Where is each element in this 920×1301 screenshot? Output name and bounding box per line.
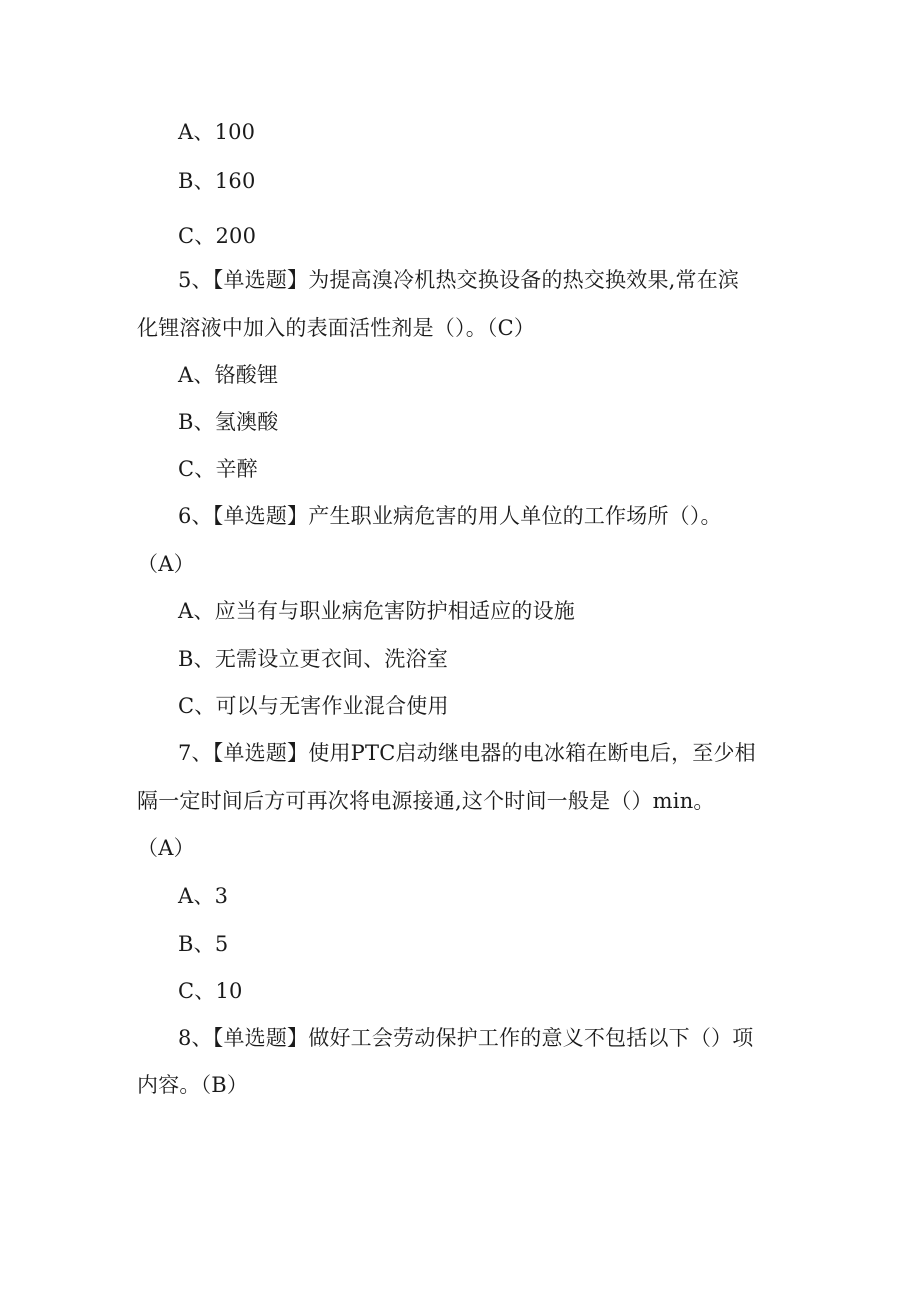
q7-question-line1: 7、【单选题】使用PTC启动继电器的电冰箱在断电后，至少相 (178, 741, 756, 765)
q6-option-a: A、应当有与职业病危害防护相适应的设施 (178, 599, 575, 623)
q4-option-a: A、100 (178, 120, 256, 144)
q7-answer: （A） (137, 836, 195, 860)
q6-question-line1: 6、【单选题】产生职业病危害的用人单位的工作场所（）。 (178, 504, 722, 528)
q5-option-c: C、辛醉 (178, 457, 258, 481)
q6-option-b: B、无需设立更衣间、洗浴室 (178, 647, 449, 671)
q6-answer: （A） (137, 552, 195, 576)
q6-option-c: C、可以与无害作业混合使用 (178, 694, 449, 718)
q7-option-c: C、10 (178, 979, 243, 1003)
q7-option-a: A、3 (178, 884, 229, 908)
q7-option-b: B、5 (178, 932, 229, 956)
q8-question-line2: 内容。（B） (137, 1073, 249, 1097)
q7-question-line2: 隔一定时间后方可再次将电源接通,这个时间一般是（）min。 (137, 789, 715, 813)
q5-option-b: B、氢澳酸 (178, 410, 279, 434)
q5-question-line2: 化锂溶液中加入的表面活性剂是（）。（C） (137, 316, 536, 340)
q4-option-c: C、200 (178, 224, 257, 248)
q4-option-b: B、160 (178, 169, 256, 193)
q8-question-line1: 8、【单选题】做好工会劳动保护工作的意义不包括以下（）项 (178, 1026, 754, 1050)
q5-question-line1: 5、【单选题】为提高溴冷机热交换设备的热交换效果,常在滨 (178, 268, 740, 292)
q5-option-a: A、铬酸锂 (178, 363, 279, 387)
